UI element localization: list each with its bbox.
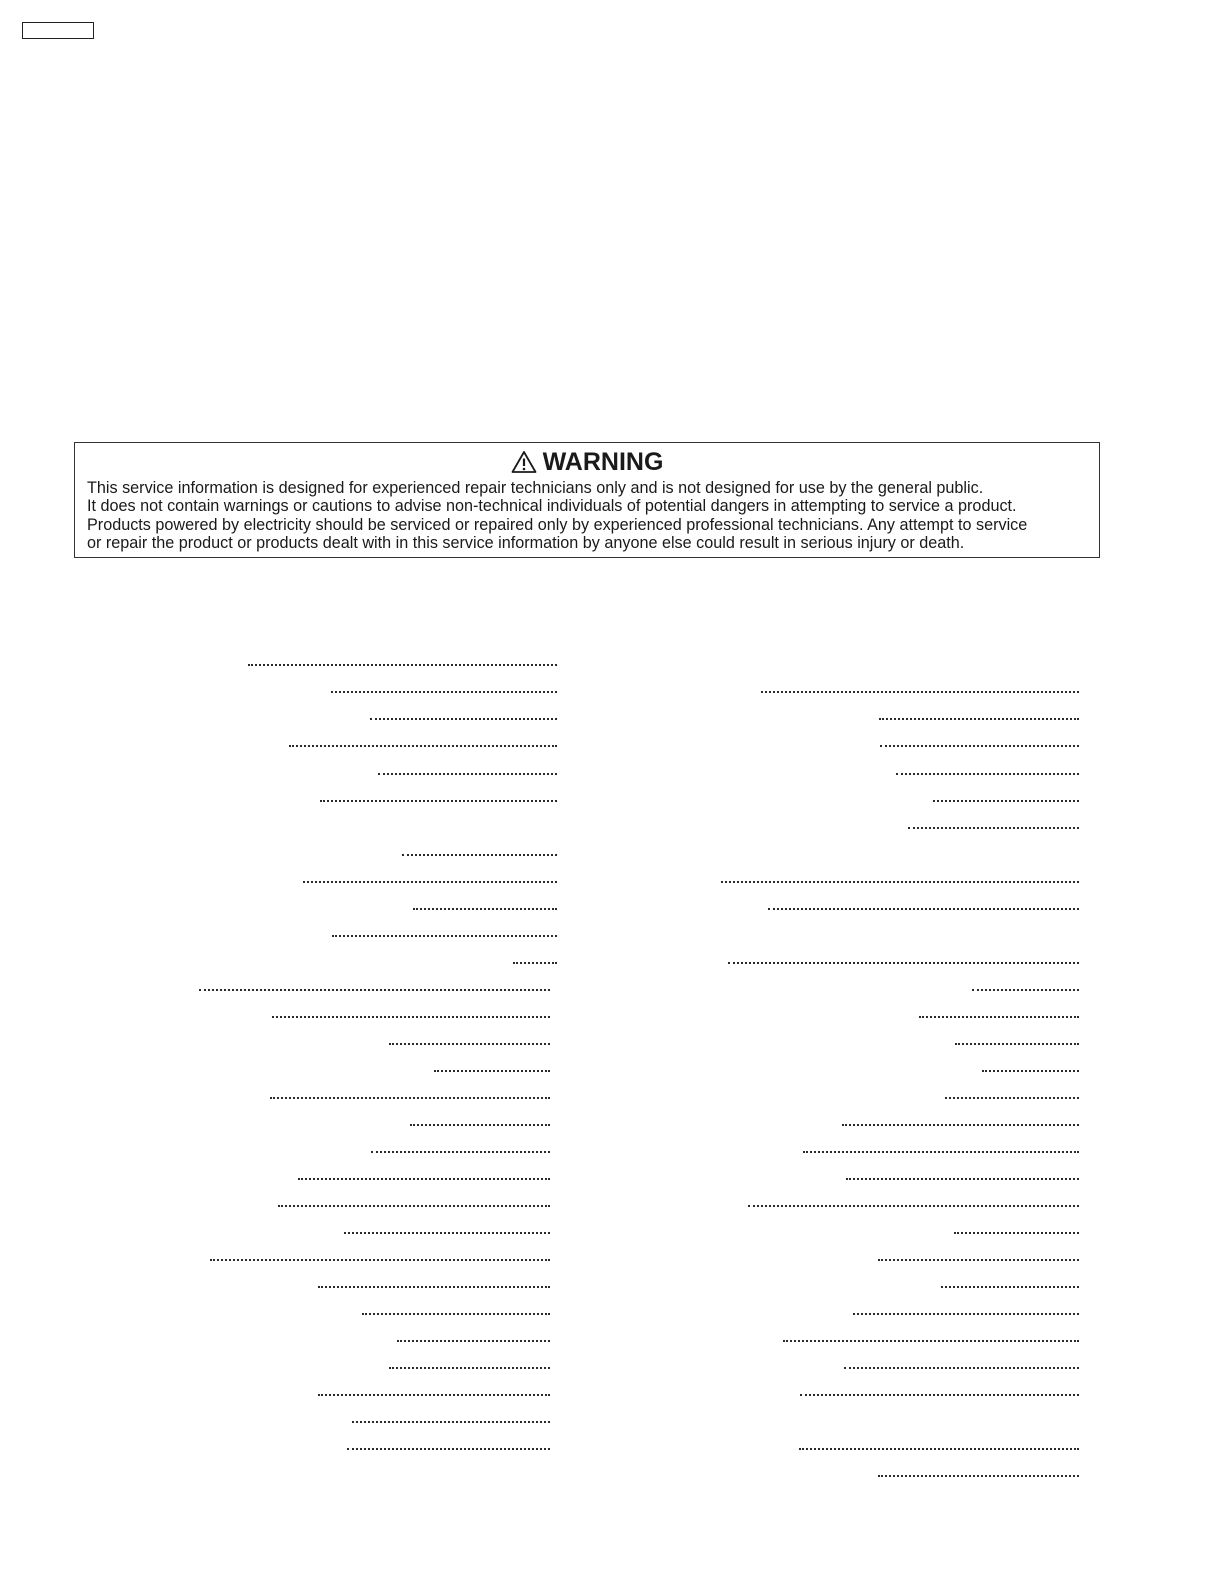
toc-left-leader bbox=[389, 1043, 550, 1045]
toc-left-leader bbox=[513, 962, 557, 964]
toc-right-leader bbox=[955, 1043, 1079, 1045]
toc-right-leader bbox=[941, 1286, 1079, 1288]
toc-right-leader bbox=[896, 773, 1079, 775]
toc-left-leader bbox=[248, 664, 557, 666]
toc-left-leader bbox=[413, 908, 557, 910]
toc-right-leader bbox=[878, 1259, 1079, 1261]
toc-right-leader bbox=[982, 1070, 1079, 1072]
toc-left-leader bbox=[270, 1097, 550, 1099]
toc-right-leader bbox=[803, 1151, 1079, 1153]
toc-left-leader bbox=[318, 1394, 550, 1396]
toc-right-leader bbox=[844, 1367, 1079, 1369]
toc-right-leader bbox=[919, 1016, 1079, 1018]
toc-left-leader bbox=[371, 1151, 550, 1153]
toc-left-leader bbox=[199, 989, 550, 991]
toc-right-leader bbox=[768, 908, 1079, 910]
warning-line-3: Products powered by electricity should be serviced or repaired only by experienced professional technicians. Any attempt to service bbox=[87, 515, 1028, 534]
toc-right-leader bbox=[799, 1448, 1079, 1450]
toc-right-leader bbox=[945, 1097, 1079, 1099]
toc-right-leader bbox=[972, 989, 1079, 991]
toc-right-leader bbox=[728, 962, 1079, 964]
toc-right-leader bbox=[853, 1313, 1079, 1315]
toc-left-leader bbox=[362, 1313, 550, 1315]
toc-left-leader bbox=[344, 1232, 550, 1234]
toc-right-leader bbox=[846, 1178, 1079, 1180]
corner-frame bbox=[22, 22, 94, 39]
warning-heading bbox=[87, 447, 1087, 477]
toc-left-leader bbox=[298, 1178, 550, 1180]
toc-left-leader bbox=[402, 854, 557, 856]
toc-left-leader bbox=[434, 1070, 550, 1072]
toc-right-leader bbox=[880, 745, 1079, 747]
toc-left-leader bbox=[397, 1340, 550, 1342]
toc-left-leader bbox=[389, 1367, 550, 1369]
toc-left-leader bbox=[410, 1124, 550, 1126]
toc-left-leader bbox=[378, 773, 557, 775]
toc-left-leader bbox=[320, 800, 557, 802]
toc-right-leader bbox=[783, 1340, 1079, 1342]
toc-left-leader bbox=[332, 935, 557, 937]
warning-line-2: It does not contain warnings or cautions to advise non-technical individuals of potential dangers in attempting to service a product. bbox=[87, 497, 1017, 516]
toc-right-leader bbox=[954, 1232, 1079, 1234]
toc-left-leader bbox=[318, 1286, 550, 1288]
toc-left-leader bbox=[303, 881, 557, 883]
toc-left-leader bbox=[278, 1205, 550, 1207]
toc-right-leader bbox=[800, 1394, 1079, 1396]
warning-triangle-icon bbox=[511, 450, 537, 474]
toc-right-leader bbox=[908, 827, 1079, 829]
toc-left-leader bbox=[210, 1259, 550, 1261]
toc-right-leader bbox=[933, 800, 1079, 802]
warning-box bbox=[74, 442, 1100, 558]
toc-left-leader bbox=[352, 1421, 550, 1423]
toc-right-leader bbox=[878, 1475, 1079, 1477]
toc-right-leader bbox=[879, 718, 1079, 720]
toc-right-leader bbox=[721, 881, 1079, 883]
warning-title: WARNING bbox=[542, 448, 664, 476]
toc-left-leader bbox=[347, 1448, 550, 1450]
toc-left-leader bbox=[272, 1016, 550, 1018]
toc-left-leader bbox=[289, 745, 557, 747]
toc-left-leader bbox=[370, 718, 557, 720]
toc-left-leader bbox=[331, 691, 557, 693]
warning-line-4: or repair the product or products dealt with in this service information by anyone else could result in serious injury or death. bbox=[87, 534, 965, 553]
toc-right-leader bbox=[842, 1124, 1079, 1126]
warning-line-1: This service information is designed for experienced repair technicians only and is not designed for use by the general public. bbox=[87, 479, 984, 497]
toc-right-leader bbox=[761, 691, 1079, 693]
toc-right-leader bbox=[748, 1205, 1079, 1207]
